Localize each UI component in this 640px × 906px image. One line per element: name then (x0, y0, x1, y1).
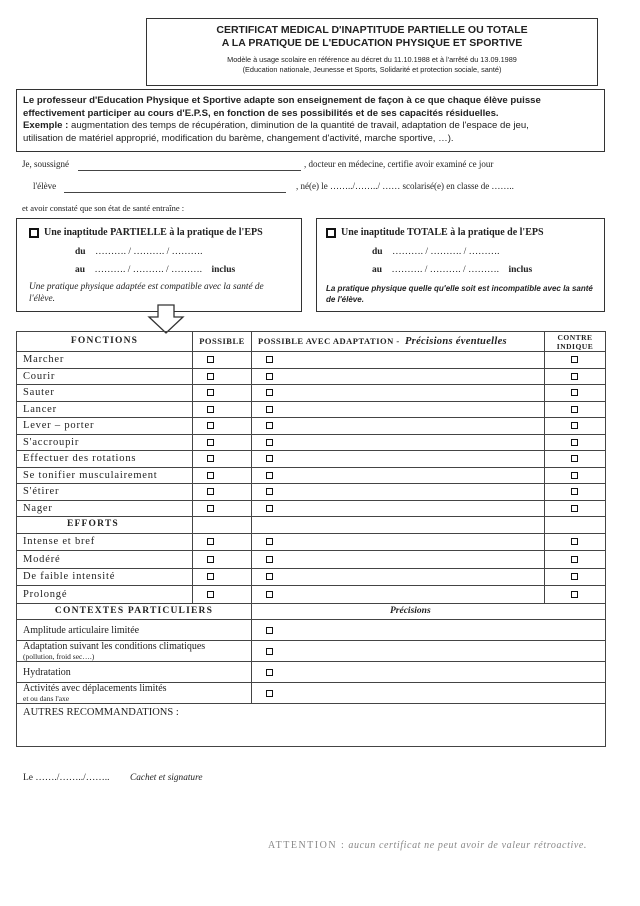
partial-au-dates[interactable]: ………. / ………. / ………. (94, 265, 202, 275)
soussigne-label: Je, soussigné (22, 159, 69, 169)
effort-label: Prolongé (17, 586, 193, 604)
effort-row (17, 568, 606, 586)
contre-indique-checkbox[interactable] (571, 505, 578, 512)
fonction-label: Effectuer des rotations (17, 451, 193, 468)
notice-box (16, 89, 605, 152)
efforts-heading: EFFORTS (17, 517, 193, 534)
fonction-row (17, 352, 606, 369)
contre-indique-checkbox[interactable] (571, 488, 578, 495)
contre-indique-checkbox[interactable] (571, 439, 578, 446)
functions-table (16, 331, 606, 747)
cachet-label: Cachet et signature (130, 773, 203, 783)
possible-checkbox[interactable] (207, 406, 214, 413)
adaptation-checkbox[interactable] (266, 356, 273, 363)
eleve-field-line[interactable] (64, 192, 286, 193)
adaptation-checkbox[interactable] (266, 373, 273, 380)
effort-label: Intense et bref (17, 533, 193, 551)
fonction-label: S'étirer (17, 484, 193, 501)
contexte-label (17, 641, 252, 662)
example-line-1: augmentation des temps de récupération, diminution de la quantité de travail, adaptation de l'espace de jeu, (68, 120, 529, 131)
partial-title: Une inaptitude PARTIELLE à la pratique de l'EPS (44, 227, 263, 238)
possible-checkbox[interactable] (207, 505, 214, 512)
contre-indique-checkbox[interactable] (571, 455, 578, 462)
adaptation-checkbox[interactable] (266, 455, 273, 462)
adaptation-checkbox[interactable] (266, 406, 273, 413)
total-title-row (326, 227, 544, 238)
precisions-heading: Précisions (252, 603, 606, 620)
contexte-line-1: Adaptation suivant les conditions climatiques (23, 641, 206, 652)
effort-label: De faible intensité (17, 568, 193, 586)
effort-label: Modéré (17, 551, 193, 569)
col-possible: POSSIBLE (193, 332, 252, 352)
down-arrow-icon (147, 304, 185, 334)
possible-checkbox[interactable] (207, 488, 214, 495)
example-line-2: utilisation de matériel approprié, modification du barème, changement d'activité, marche sportive, …). (23, 132, 454, 144)
contre-indique-checkbox[interactable] (571, 573, 578, 580)
date-line[interactable]: Le ……./……../…….. (23, 773, 110, 783)
contexte-checkbox[interactable] (266, 690, 273, 697)
possible-checkbox[interactable] (207, 373, 214, 380)
effort-row (17, 533, 606, 551)
col-contre (545, 332, 606, 352)
fonction-row (17, 368, 606, 385)
total-inaptitude-box (316, 218, 605, 312)
header-box (146, 18, 598, 86)
total-au-dates[interactable]: ………. / ………. / ………. (391, 265, 499, 275)
partial-du-dates[interactable]: ………. / ………. / ………. (95, 247, 203, 257)
adaptation-checkbox[interactable] (266, 488, 273, 495)
contre-indique-checkbox[interactable] (571, 472, 578, 479)
possible-checkbox[interactable] (207, 591, 214, 598)
fonction-label: Nager (17, 500, 193, 517)
fonction-row (17, 451, 606, 468)
total-note: La pratique physique quelle qu'elle soit est incompatible avec la santé de l'élève. (326, 284, 593, 304)
possible-checkbox[interactable] (207, 472, 214, 479)
partial-au-label: au (75, 265, 86, 275)
notice-example (23, 120, 598, 133)
contexte-row (17, 662, 606, 683)
efforts-header-row (17, 517, 606, 534)
notice-bold-1: Le professeur d'Education Physique et Sportive adapte son enseignement de façon à ce que chaque élève puisse (23, 95, 541, 106)
partial-du-row (75, 247, 202, 257)
adaptation-checkbox[interactable] (266, 472, 273, 479)
contexte-row (17, 620, 606, 641)
fonction-label: Lancer (17, 401, 193, 418)
adaptation-label: POSSIBLE AVEC ADAPTATION - (258, 336, 400, 346)
partial-au-row (75, 265, 235, 275)
ref-line-2: (Education nationale, Jeunesse et Sports, Solidarité et protection sociale, santé) (242, 65, 502, 74)
possible-checkbox[interactable] (207, 356, 214, 363)
contexte-line-2: (pollution, froid sec….) (23, 652, 95, 661)
contre-label: CONTRE (557, 332, 593, 342)
fonction-label: Lever – porter (17, 418, 193, 435)
possible-checkbox[interactable] (207, 422, 214, 429)
attention-label: ATTENTION : (268, 840, 346, 851)
fonction-row (17, 434, 606, 451)
total-du-label: du (372, 247, 383, 257)
contre-indique-checkbox[interactable] (571, 556, 578, 563)
contextes-header-row (17, 603, 606, 620)
eleve-label: l'élève (33, 181, 57, 191)
autres-row (17, 704, 606, 747)
contexte-row (17, 641, 606, 662)
contexte-row (17, 683, 606, 704)
attention-note (268, 840, 587, 851)
contre-indique-checkbox[interactable] (571, 591, 578, 598)
contre-indique-checkbox[interactable] (571, 406, 578, 413)
col-fonctions: FONCTIONS (17, 332, 193, 352)
fonction-row (17, 401, 606, 418)
adaptation-checkbox[interactable] (266, 389, 273, 396)
name-field-line[interactable] (78, 170, 301, 171)
adaptation-checkbox[interactable] (266, 439, 273, 446)
title-line-1: CERTIFICAT MEDICAL D'INAPTITUDE PARTIELLE OU TOTALE (216, 24, 528, 36)
contexte-line-2: et ou dans l'axe (23, 694, 70, 703)
possible-checkbox[interactable] (207, 455, 214, 462)
contre-indique-checkbox[interactable] (571, 356, 578, 363)
precisions-label: Précisions éventuelles (404, 336, 507, 347)
contexte-line-1: Hydratation (23, 666, 71, 678)
example-label: Exemple : (23, 120, 69, 131)
nele-text: , né(e) le ……../……../ …… scolarisé(e) en classe de …….. (296, 181, 514, 191)
contexte-checkbox[interactable] (266, 627, 273, 634)
possible-checkbox[interactable] (207, 439, 214, 446)
partial-inaptitude-box (16, 218, 302, 312)
contexte-line-1: Activités avec déplacements limités (23, 683, 167, 694)
contextes-heading: CONTEXTES PARTICULIERS (17, 603, 252, 620)
fonction-label: Se tonifier musculairement (17, 467, 193, 484)
possible-checkbox[interactable] (207, 573, 214, 580)
contexte-label (17, 683, 252, 704)
ref-line-1: Modèle à usage scolaire en référence au décret du 11.10.1988 et à l'arrêté du 13.09.1989 (227, 55, 517, 64)
total-du-row (372, 247, 499, 257)
adaptation-checkbox[interactable] (266, 422, 273, 429)
effort-row (17, 586, 606, 604)
fonction-label: Marcher (17, 352, 193, 369)
fonction-row (17, 467, 606, 484)
partial-note: Une pratique physique adaptée est compatible avec la santé de l'élève. (29, 282, 264, 304)
total-checkbox[interactable] (326, 228, 336, 238)
total-inclus: inclus (508, 265, 533, 275)
partial-title-row (29, 227, 263, 238)
adaptation-checkbox[interactable] (266, 556, 273, 563)
attention-text: aucun certificat ne peut avoir de valeur rétroactive. (345, 840, 588, 851)
adaptation-checkbox[interactable] (266, 591, 273, 598)
fonction-row (17, 418, 606, 435)
fonction-label: Sauter (17, 385, 193, 402)
fonction-row (17, 484, 606, 501)
adaptation-checkbox[interactable] (266, 505, 273, 512)
title-line-2: A LA PRATIQUE DE L'EDUCATION PHYSIQUE ET SPORTIVE (221, 37, 523, 49)
total-au-row (372, 265, 532, 275)
fonction-label: Courir (17, 368, 193, 385)
col-adaptation (252, 332, 545, 352)
adaptation-checkbox[interactable] (266, 573, 273, 580)
contexte-label (17, 662, 252, 683)
possible-checkbox[interactable] (207, 538, 214, 545)
effort-row (17, 551, 606, 569)
indique-label: INDIQUE (556, 341, 594, 351)
fonction-row (17, 385, 606, 402)
contexte-line-1: Amplitude articulaire limitée (23, 624, 140, 636)
contre-indique-checkbox[interactable] (571, 373, 578, 380)
notice-bold-2: effectivement participer au cours d'E.P.S, en fonction de ses possibilités et de ses capacités résiduelles. (23, 107, 499, 119)
table-header-row (17, 332, 606, 352)
fonction-row (17, 500, 606, 517)
contexte-label (17, 620, 252, 641)
partial-du-label: du (75, 247, 86, 257)
partial-inclus: inclus (211, 265, 236, 275)
constat-text: et avoir constaté que son état de santé entraîne : (22, 203, 185, 213)
contre-indique-checkbox[interactable] (571, 538, 578, 545)
total-title: Une inaptitude TOTALE à la pratique de l'EPS (341, 227, 544, 238)
partial-checkbox[interactable] (29, 228, 39, 238)
total-au-label: au (372, 265, 383, 275)
contre-indique-checkbox[interactable] (571, 422, 578, 429)
total-du-dates[interactable]: ………. / ………. / ………. (392, 247, 500, 257)
autres-recommandations[interactable]: AUTRES RECOMMANDATIONS : (17, 704, 606, 747)
contexte-checkbox[interactable] (266, 648, 273, 655)
adaptation-checkbox[interactable] (266, 538, 273, 545)
fonction-label: S'accroupir (17, 434, 193, 451)
possible-checkbox[interactable] (207, 389, 214, 396)
possible-checkbox[interactable] (207, 556, 214, 563)
contre-indique-checkbox[interactable] (571, 389, 578, 396)
contexte-checkbox[interactable] (266, 669, 273, 676)
docteur-text: , docteur en médecine, certifie avoir examiné ce jour (304, 159, 494, 169)
